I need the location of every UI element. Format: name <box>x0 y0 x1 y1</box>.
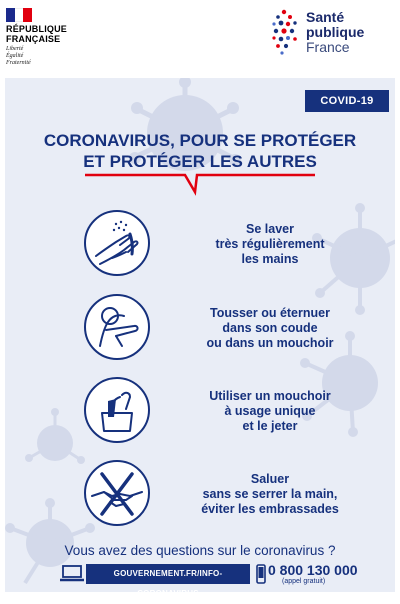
phone-icon <box>256 564 266 584</box>
agency-line-1: Santé <box>306 9 345 25</box>
agency-name <box>306 10 364 55</box>
agency-line-3: France <box>306 39 350 55</box>
tissue-box-icon <box>84 377 150 443</box>
tip-text: Se laver très régulièrement les mains <box>215 222 325 266</box>
no-handshake-icon <box>84 460 150 526</box>
question-text: Vous avez des questions sur le coronavirus ? <box>64 543 336 558</box>
sante-publique-logo-icon <box>270 8 300 58</box>
footer <box>0 562 400 598</box>
cough-in-elbow-icon <box>84 294 150 360</box>
phone-number[interactable]: 0 800 130 000 <box>268 562 358 578</box>
speech-bubble-underline <box>85 172 315 196</box>
republic-motto: Liberté Égalité Fraternité <box>6 46 31 66</box>
hand-washing-icon <box>84 210 150 276</box>
tip-cough-elbow <box>0 294 400 372</box>
tip-tissue <box>0 377 400 455</box>
phone-note: (appel gratuit) <box>282 578 326 585</box>
header <box>0 0 400 78</box>
tip-text: Tousser ou éternuer dans son coude ou dans un mouchoir <box>206 306 334 350</box>
tip-text: Saluer sans se serrer la main, éviter les embrassades <box>201 472 339 516</box>
tip-no-handshake <box>0 460 400 538</box>
republic-name: RÉPUBLIQUE FRANÇAISE <box>6 24 68 44</box>
agency-line-2: publique <box>306 24 365 40</box>
info-url-link[interactable]: GOUVERNEMENT.FR/INFO-CORONAVIRUS <box>86 564 250 584</box>
tip-hand-washing <box>0 210 400 288</box>
french-flag-icon <box>6 8 32 22</box>
laptop-icon <box>60 565 84 583</box>
covid-badge: COVID-19 <box>305 90 389 112</box>
main-title: CORONAVIRUS, POUR SE PROTÉGER ET PROTÉGER LES AUTRES <box>43 131 357 171</box>
tip-text: Utiliser un mouchoir à usage unique et le jeter <box>209 389 331 433</box>
